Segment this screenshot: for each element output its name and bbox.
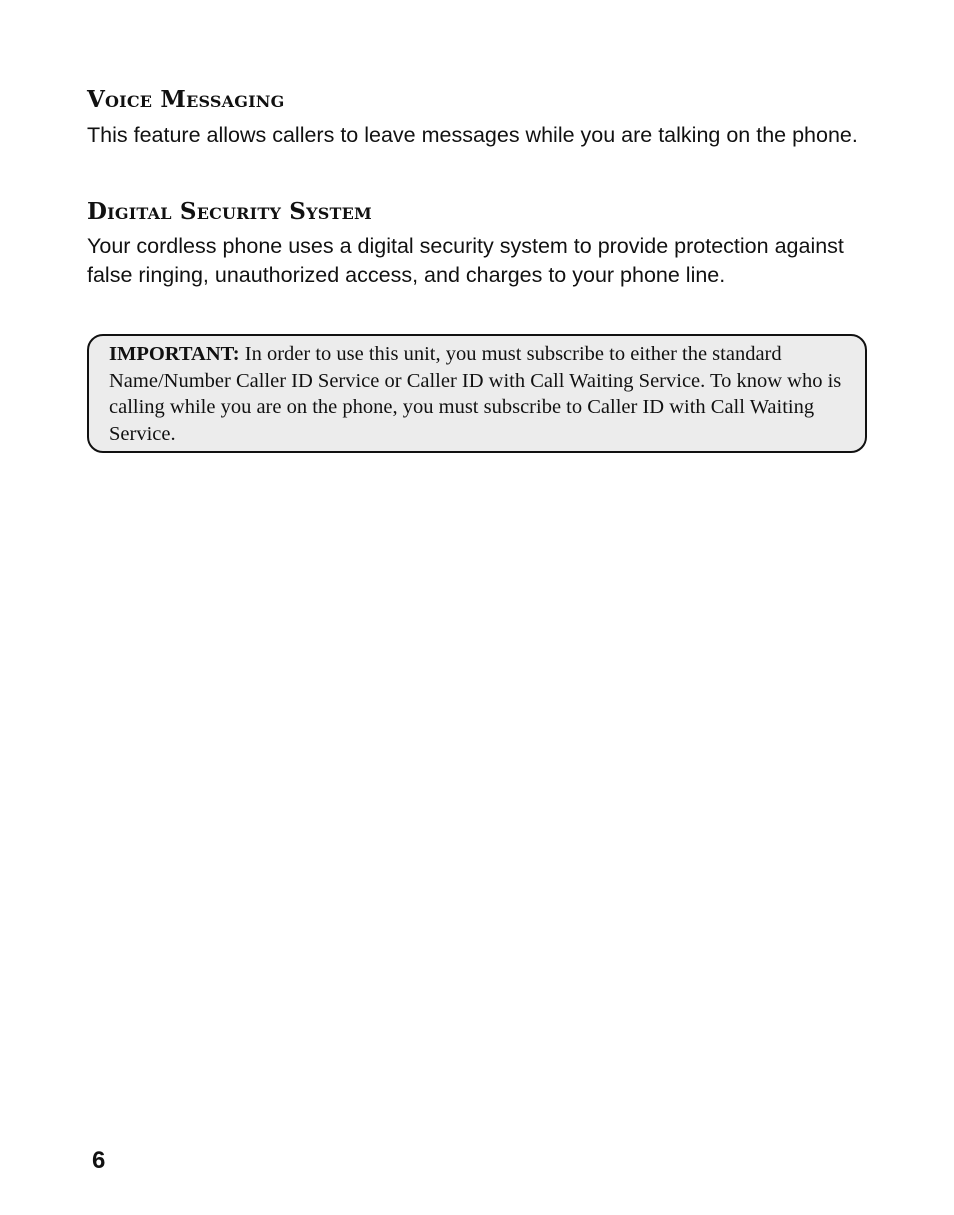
important-label: IMPORTANT:: [109, 343, 240, 365]
voice-messaging-heading: Voice Messaging: [87, 86, 285, 113]
digital-security-heading: Digital Security System: [87, 198, 372, 225]
page-number: 6: [92, 1147, 106, 1174]
important-notice-text: In order to use this unit, you must subscribe to either the standard Name/Number Caller ID Service or Caller ID with Call Waiting Service. To know who is calling while you are on the phone, you must subscribe to Caller ID with Call Waiting Service.: [109, 343, 842, 445]
voice-messaging-text: This feature allows callers to leave messages while you are talking on the phone.: [87, 123, 858, 147]
important-notice-box: [87, 334, 867, 453]
digital-security-text: Your cordless phone uses a digital security system to provide protection against false ringing, unauthorized access, and charges to your phone line.: [87, 234, 844, 287]
